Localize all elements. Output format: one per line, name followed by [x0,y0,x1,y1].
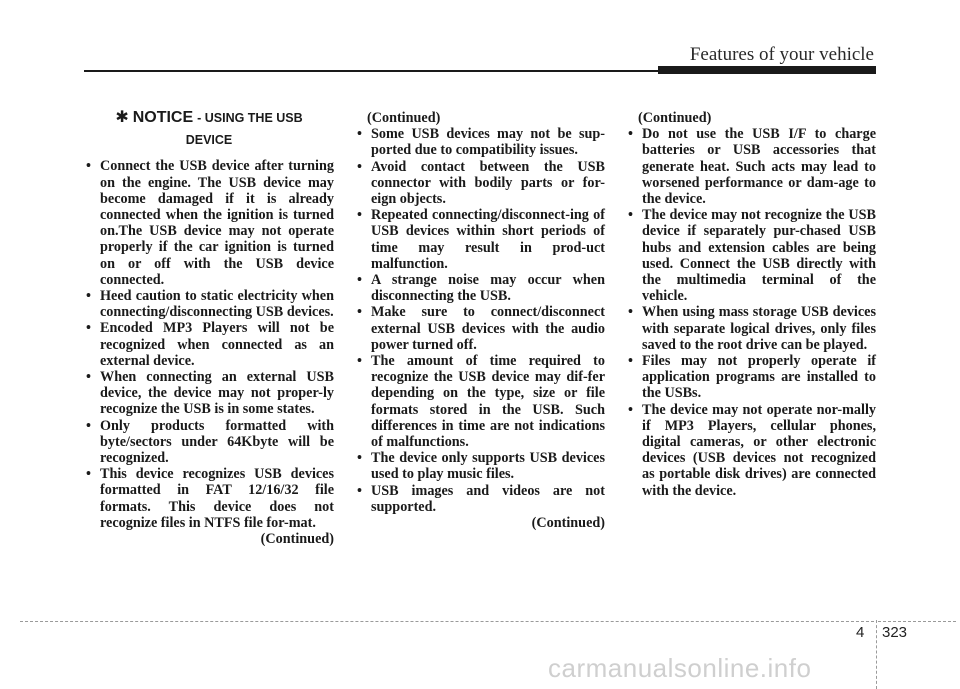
notice-title [84,110,334,126]
list-item: • Connect the USB device after turning on the engine. The USB device may become damaged if it is already connected when the ignition is turned on.The USB device may not operate properly if the car ignition is turned on or off with the USB device connected. [84,158,334,288]
list-item: • The amount of time required to recognize the USB device may dif-fer depending on the type, size or file formats stored in the USB. Such differences in time are not indications of malfunctions. [355,353,605,450]
header-bar [658,66,876,74]
list-item: • USB images and videos are not supported. [355,483,605,515]
list-item: • Heed caution to static electricity when connecting/disconnecting USB devices. [84,288,334,320]
list-item: • Make sure to connect/disconnect external USB devices with the audio power turned off. [355,304,605,353]
list-item: • The device may not recognize the USB device if separately pur-chased USB hubs and extension cables are being used. Connect the USB directly with the multimedia terminal of the vehicle. [626,207,876,304]
footer-divider-right [878,621,956,622]
list-item: • When connecting an external USB device, the device may not proper-ly recognize the USB is in some states. [84,369,334,418]
continued-header: (Continued) [367,110,441,126]
list-item: • Files may not properly operate if application programs are installed to the USBs. [626,353,876,402]
list-item: • The device may not operate nor-mally if MP3 Players, cellular phones, digital cameras, or other electronic devices (USB devices not recognized as portable disk drives) are connected with the device. [626,402,876,499]
continued-footer: (Continued) [260,531,334,548]
continued-footer: (Continued) [531,515,605,532]
notice-star-icon: ✱ [115,109,129,126]
page-number: 323 [882,624,908,641]
list-item: • Do not use the USB I/F to charge batteries or USB accessories that generate heat. Such acts may lead to worsened performance or dam-age to the device. [626,126,876,207]
bullet-list [355,126,605,515]
footer-vertical-divider [876,620,878,689]
chapter-number: 4 [856,624,865,641]
text-column-1 [84,110,334,547]
watermark: carmanualsonline.info [548,653,812,683]
list-item: • Some USB devices may not be sup-ported due to compatibility issues. [355,126,605,158]
footer-divider [20,621,874,622]
bullet-list [626,126,876,499]
list-item: • Only products formatted with byte/sectors under 64Kbyte will be recognized. [84,418,334,467]
list-item: • Avoid contact between the USB connector with bodily parts or for-eign objects. [355,159,605,208]
text-column-3 [626,110,876,499]
text-column-2 [355,110,605,531]
list-item: • A strange noise may occur when disconnecting the USB. [355,272,605,304]
list-item: • This device recognizes USB devices formatted in FAT 12/16/32 file formats. This device does not recognize files in NTFS file for-mat. [84,466,334,531]
notice-subtitle: - USING THE USB [197,111,303,125]
page-header-title: Features of your vehicle [689,44,874,65]
list-item: • When using mass storage USB devices with separate logical drives, only files saved to the root drive can be played. [626,304,876,353]
list-item: • Encoded MP3 Players will not be recognized when connected as an external device. [84,320,334,369]
list-item: • The device only supports USB devices used to play music files. [355,450,605,482]
bullet-list [84,158,334,531]
list-item: • Repeated connecting/disconnect-ing of USB devices within short periods of time may result in prod-uct malfunction. [355,207,605,272]
notice-subtitle-line2: DEVICE [185,133,233,148]
notice-label: NOTICE [132,109,194,126]
continued-header: (Continued) [638,110,712,126]
